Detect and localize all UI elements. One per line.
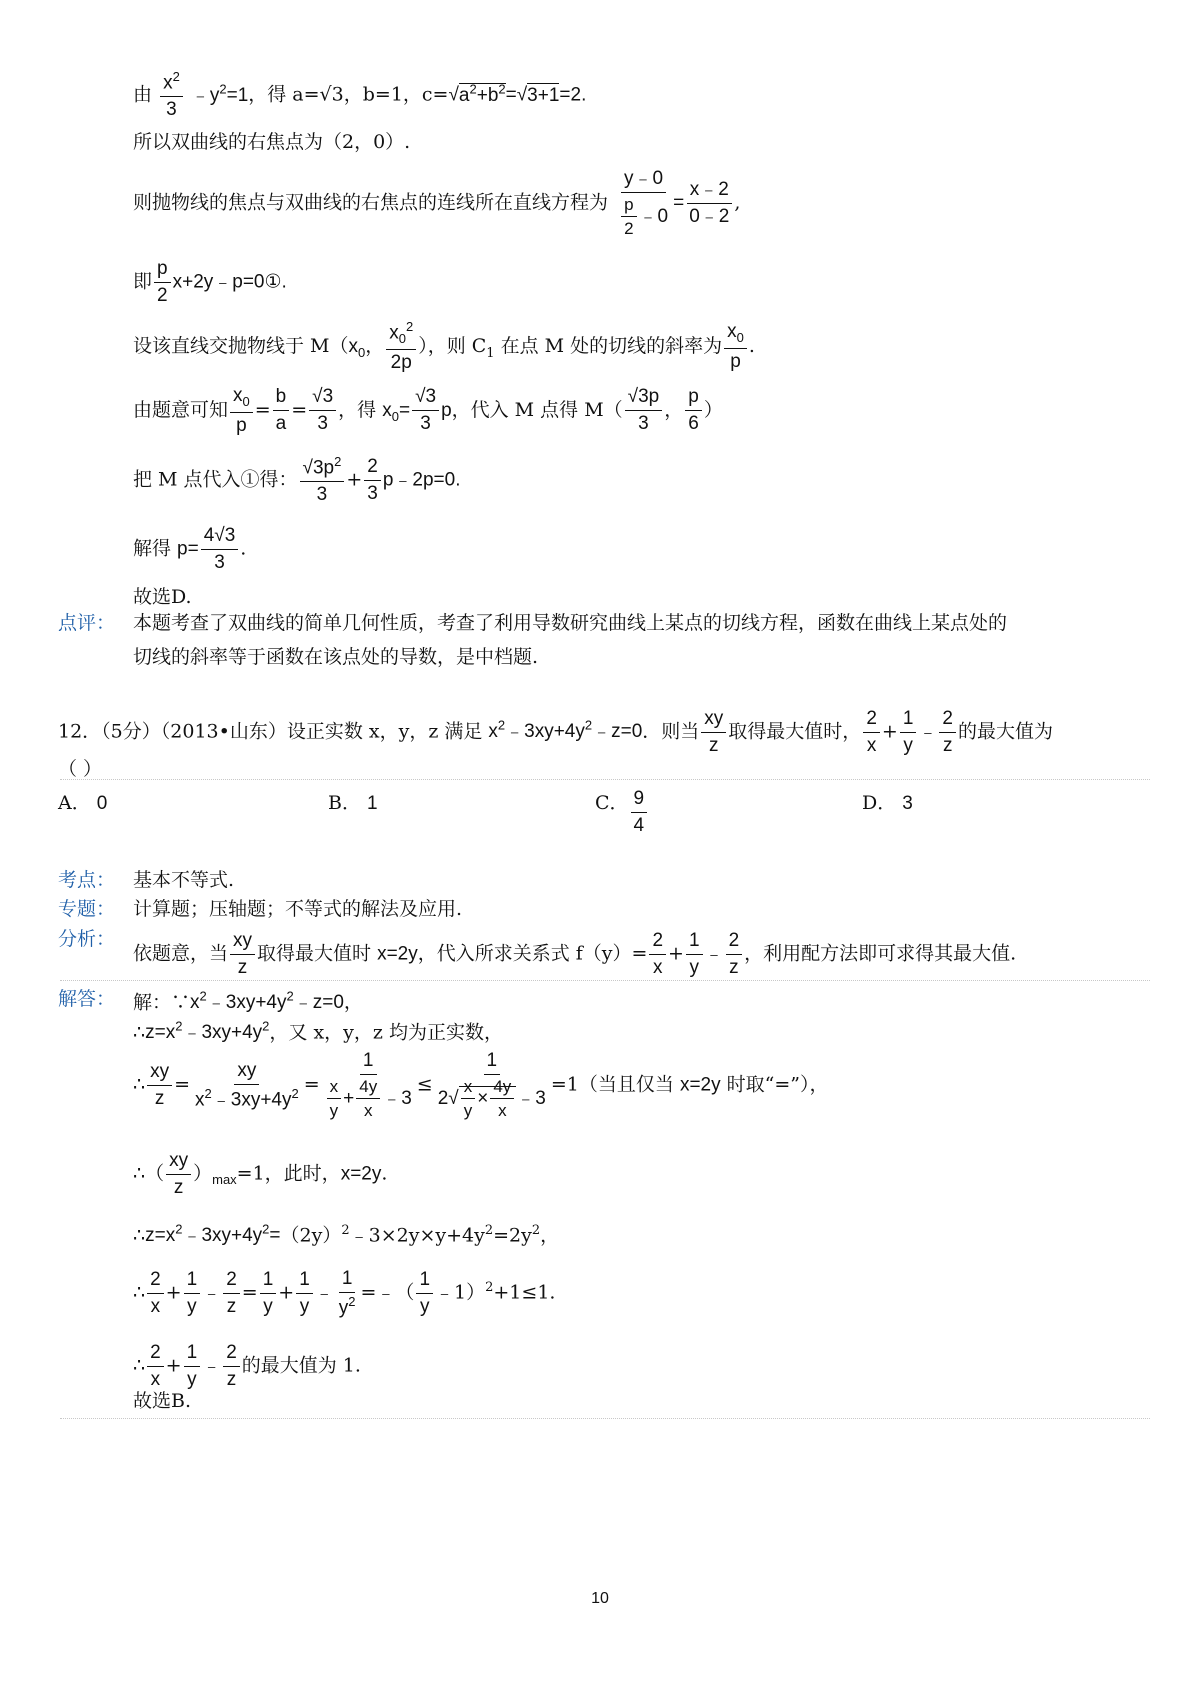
prev-line-4: 即 $\frac{p}{2}$ x+2y﹣p=0①. (133, 258, 287, 306)
solution-step-6: ∴ $\frac{2}{x}$ + $\frac{1}{y}$ ﹣ $\frac{2}{z}$ = $\frac{1}{y}$ + $\frac{1}{y}$ ﹣ $\frac{1}{y^2}$ =﹣（ $\frac{1}{y}$ ﹣1）$^2$+1≤1. (133, 1268, 556, 1319)
zhuanti-text: 计算题；压轴题；不等式的解法及应用. (133, 898, 463, 920)
fraction-x2-over-3: $\frac{x^2}{3}$ (160, 70, 183, 121)
prev-line-6: 由题意可知 $\frac{x_0}{p}$ = $\frac{b}{a}$ = $\frac{√3}{3}$ ，得 $x_0=$ $\frac{√3}{3}$ p，代入 M 点得 M（ $\frac{√3p}{3}$ ， $\frac{p}{6}$ ） (133, 385, 723, 436)
review-label: 点评： (58, 612, 116, 634)
prev-line-3: 则抛物线的焦点与双曲线的右焦点的连线所在直线方程为 y﹣0 $\frac{p}{2}$ ﹣0 = $\frac{x﹣2}{0﹣2}$ , (133, 168, 741, 239)
option-b[interactable]: B． 1 (328, 792, 378, 814)
solution-step-8: 故选B. (133, 1390, 192, 1412)
prev-line-9: 故选D. (133, 586, 192, 608)
solution-step-3: ∴ $\frac{xy}{z}$ = $\frac{xy}{x^2﹣3xy+4y^2}$ = 1 $\frac{x}{y}$ + $\frac{4y}{x}$ ﹣3 ≤ 1 2√ $\frac{x}{y}$ × $\frac{4y}{x}$ ﹣3 =1（当且仅当 x=2y 时取“=”）， (133, 1050, 829, 1121)
review-text-2: 切线的斜率等于函数在该点处的导数，是中档题. (133, 646, 539, 668)
kaodian-label: 考点： (58, 869, 116, 891)
jieda-label: 解答： (58, 988, 116, 1010)
page-number: 10 (591, 1590, 609, 1607)
prev-line-8: 解得 p= $\frac{4√3}{3}$ . (133, 525, 247, 573)
fenxi-text: 依题意，当 $\frac{xy}{z}$ 取得最大值时 x=2y，代入所求关系式 f（y）= $\frac{2}{x}$ + $\frac{1}{y}$ ﹣ $\frac{2}{z}$ ，利用配方法即可求得其最大值. (133, 930, 1017, 978)
prev-line-5: 设该直线交抛物线于 $M(x_0$， $\frac{x_0^2}{2p}$ ），则 $C_1$ 在点 M 处的切线的斜率为 $\frac{x_0}{p}$ . (133, 319, 755, 374)
divider (60, 980, 1150, 981)
prev-line-1: 由 $\frac{x^2}{3}$ $﹣y^2=1$，得 a=√3，b=1，$c=√a^2+b^2=√3+1=2$. (133, 69, 587, 121)
divider (60, 779, 1150, 780)
zhuanti-label: 专题： (58, 898, 116, 920)
solution-step-4: ∴（ $\frac{xy}{z}$ ）$_{max}=1$，此时，x=2y. (133, 1150, 388, 1198)
option-d[interactable]: D． 3 (862, 792, 913, 814)
question-12-stem: 12．（5分）（2013•山东）设正实数 x，y，z 满足 $x^2﹣3xy+4y^2﹣z=0$．则当 $\frac{xy}{z}$ 取得最大值时， $\frac{2}{x}$ + $\frac{1}{y}$ ﹣ $\frac{2}{z}$ 的最大值为 (58, 708, 1053, 756)
fenxi-label: 分析： (58, 928, 116, 950)
divider (60, 1418, 1150, 1419)
option-a[interactable]: A． 0 (58, 792, 108, 814)
prev-line-2: 所以双曲线的右焦点为（2，0）. (133, 131, 411, 153)
prev-line-7: 把 M 点代入①得： $\frac{√3p^2}{3}$ + $\frac{2}{3}$ p﹣2p=0. (133, 454, 461, 506)
solution-step-7: ∴ $\frac{2}{x}$ + $\frac{1}{y}$ ﹣ $\frac{2}{z}$ 的最大值为 1. (133, 1342, 361, 1390)
solution-step-1: 解：$\because x^2﹣3xy+4y^2﹣z=0$， (133, 989, 363, 1014)
kaodian-text: 基本不等式. (133, 869, 235, 891)
question-12-paren: （ ） (58, 758, 103, 780)
solution-step-5: $\therefore z=x^2﹣3xy+4y^2=(2y)^2﹣3\times 2y\times y+4y^2=2y^2$， (133, 1222, 560, 1247)
option-c[interactable]: C． $\frac{9}{4}$ (595, 788, 649, 837)
review-text-1: 本题考查了双曲线的简单几何性质，考查了利用导数研究曲线上某点的切线方程，函数在曲线上某点处的 (133, 612, 1008, 634)
solution-step-2: $\therefore z=x^2﹣3xy+4y^2$，又 x，y，z 均为正实数， (133, 1019, 503, 1044)
